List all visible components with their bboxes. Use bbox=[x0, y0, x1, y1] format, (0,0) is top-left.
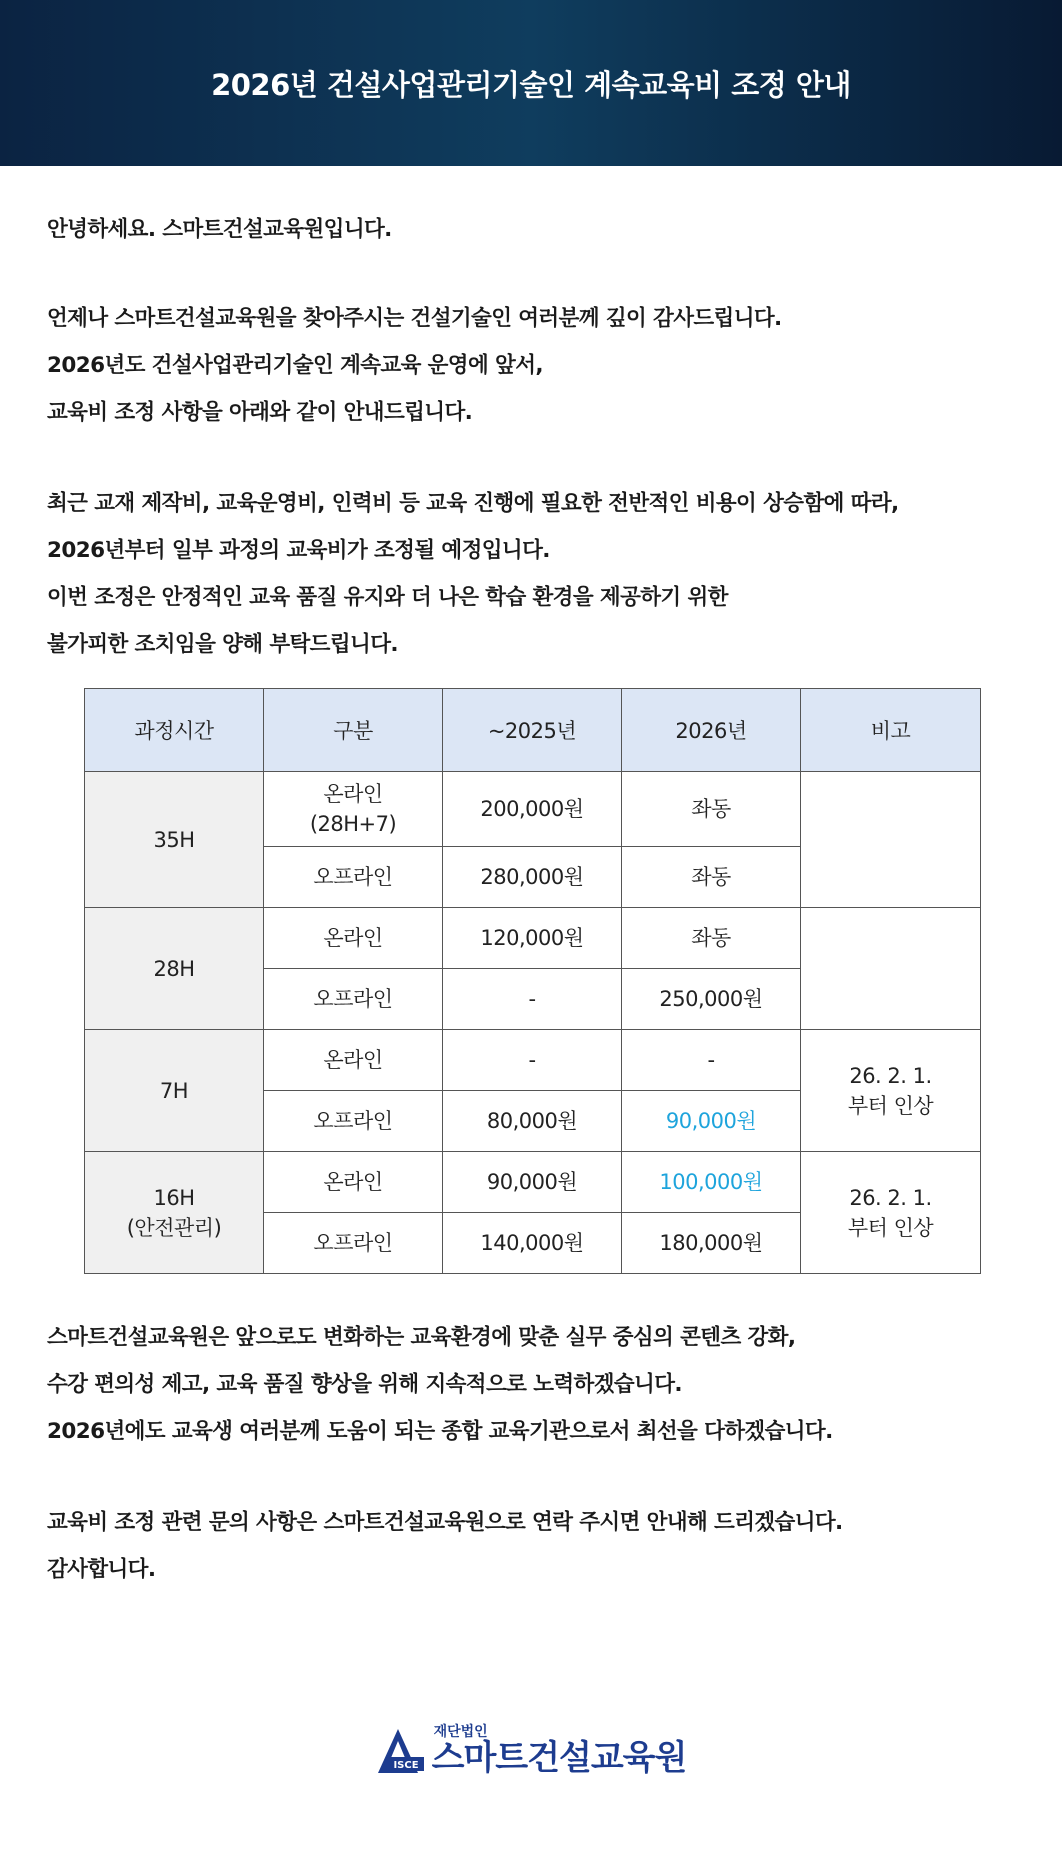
table-row bbox=[85, 1030, 981, 1091]
text-line: 2026년도 건설사업관리기술인 계속교육 운영에 앞서, bbox=[47, 353, 543, 378]
type-cell: 온라인 bbox=[264, 908, 443, 969]
type-cell: 오프라인 bbox=[264, 1091, 443, 1152]
paragraph-3 bbox=[47, 1314, 1015, 1455]
logo-mark-icon bbox=[376, 1727, 426, 1775]
type-cell: 온라인 bbox=[264, 1152, 443, 1213]
logo-text bbox=[431, 1724, 687, 1778]
fee-2025-cell: - bbox=[443, 969, 622, 1030]
header-type: 구분 bbox=[264, 689, 443, 772]
text-line: 이번 조정은 안정적인 교육 품질 유지와 더 나은 학습 환경을 제공하기 위한 bbox=[47, 585, 728, 610]
text-line: 교육비 조정 관련 문의 사항은 스마트건설교육원으로 연락 주시면 안내해 드리겠습니다. bbox=[47, 1510, 843, 1535]
text-line: 2026년부터 일부 과정의 교육비가 조정될 예정입니다. bbox=[47, 538, 550, 563]
fee-2026-cell-highlight: 100,000원 bbox=[622, 1152, 801, 1213]
fee-2025-cell: 120,000원 bbox=[443, 908, 622, 969]
fee-2025-cell: 200,000원 bbox=[443, 772, 622, 847]
fee-2026-cell: 좌동 bbox=[622, 772, 801, 847]
intro-paragraph bbox=[47, 206, 1015, 253]
fee-2025-cell: - bbox=[443, 1030, 622, 1091]
page-header bbox=[0, 0, 1062, 166]
text-line: 불가피한 조치임을 양해 부탁드립니다. bbox=[47, 632, 398, 657]
fee-2025-cell: 280,000원 bbox=[443, 847, 622, 908]
header-note: 비고 bbox=[801, 689, 981, 772]
fee-2026-cell: 좌동 bbox=[622, 908, 801, 969]
logo-mark-text: ISCE bbox=[393, 1760, 419, 1771]
fee-2026-cell: 180,000원 bbox=[622, 1213, 801, 1274]
header-2025: ~2025년 bbox=[443, 689, 622, 772]
text-line: 언제나 스마트건설교육원을 찾아주시는 건설기술인 여러분께 깊이 감사드립니다. bbox=[47, 306, 782, 331]
type-cell: 오프라인 bbox=[264, 1213, 443, 1274]
note-cell bbox=[801, 772, 981, 908]
table-row bbox=[85, 772, 981, 847]
organization-logo bbox=[376, 1724, 687, 1778]
hours-cell: 35H bbox=[85, 772, 264, 908]
notice-body bbox=[0, 166, 1062, 1593]
type-cell: 온라인 bbox=[264, 1030, 443, 1091]
fee-2025-cell: 140,000원 bbox=[443, 1213, 622, 1274]
page-footer bbox=[0, 1724, 1062, 1778]
text-line: 스마트건설교육원은 앞으로도 변화하는 교육환경에 맞춘 실무 중심의 콘텐츠 강화, bbox=[47, 1325, 796, 1350]
hours-cell: 16H (안전관리) bbox=[85, 1152, 264, 1274]
text-line: 교육비 조정 사항을 아래와 같이 안내드립니다. bbox=[47, 400, 473, 425]
fee-2026-cell: 250,000원 bbox=[622, 969, 801, 1030]
note-cell: 26. 2. 1. 부터 인상 bbox=[801, 1152, 981, 1274]
fee-2025-cell: 90,000원 bbox=[443, 1152, 622, 1213]
logo-subtitle: 재단법인 bbox=[433, 1724, 488, 1740]
text-line: 최근 교재 제작비, 교육운영비, 인력비 등 교육 진행에 필요한 전반적인 비용이 상승함에 따라, bbox=[47, 491, 899, 516]
fee-table bbox=[84, 688, 981, 1274]
fee-2026-cell: 좌동 bbox=[622, 847, 801, 908]
table-header-row bbox=[85, 689, 981, 772]
page-title: 2026년 건설사업관리기술인 계속교육비 조정 안내 bbox=[211, 67, 851, 102]
table-row bbox=[85, 1152, 981, 1213]
text-line: 2026년에도 교육생 여러분께 도움이 되는 종합 교육기관으로서 최선을 다하겠습니다. bbox=[47, 1419, 833, 1444]
type-cell: 온라인 (28H+7) bbox=[264, 772, 443, 847]
header-2026: 2026년 bbox=[622, 689, 801, 772]
table-row bbox=[85, 908, 981, 969]
hours-cell: 7H bbox=[85, 1030, 264, 1152]
type-cell: 오프라인 bbox=[264, 847, 443, 908]
fee-2026-cell-highlight: 90,000원 bbox=[622, 1091, 801, 1152]
note-cell: 26. 2. 1. 부터 인상 bbox=[801, 1030, 981, 1152]
paragraph-4 bbox=[47, 1499, 1015, 1593]
hours-cell: 28H bbox=[85, 908, 264, 1030]
logo-name: 스마트건설교육원 bbox=[431, 1738, 687, 1778]
text-line: 감사합니다. bbox=[47, 1557, 156, 1582]
fee-2025-cell: 80,000원 bbox=[443, 1091, 622, 1152]
paragraph-2 bbox=[47, 480, 1015, 668]
fee-2026-cell: - bbox=[622, 1030, 801, 1091]
type-cell: 오프라인 bbox=[264, 969, 443, 1030]
text-line: 수강 편의성 제고, 교육 품질 향상을 위해 지속적으로 노력하겠습니다. bbox=[47, 1372, 682, 1397]
note-cell bbox=[801, 908, 981, 1030]
fee-table-wrapper bbox=[84, 688, 1015, 1274]
intro-line: 안녕하세요. 스마트건설교육원입니다. bbox=[47, 217, 392, 242]
header-hours: 과정시간 bbox=[85, 689, 264, 772]
paragraph-1 bbox=[47, 295, 1015, 436]
